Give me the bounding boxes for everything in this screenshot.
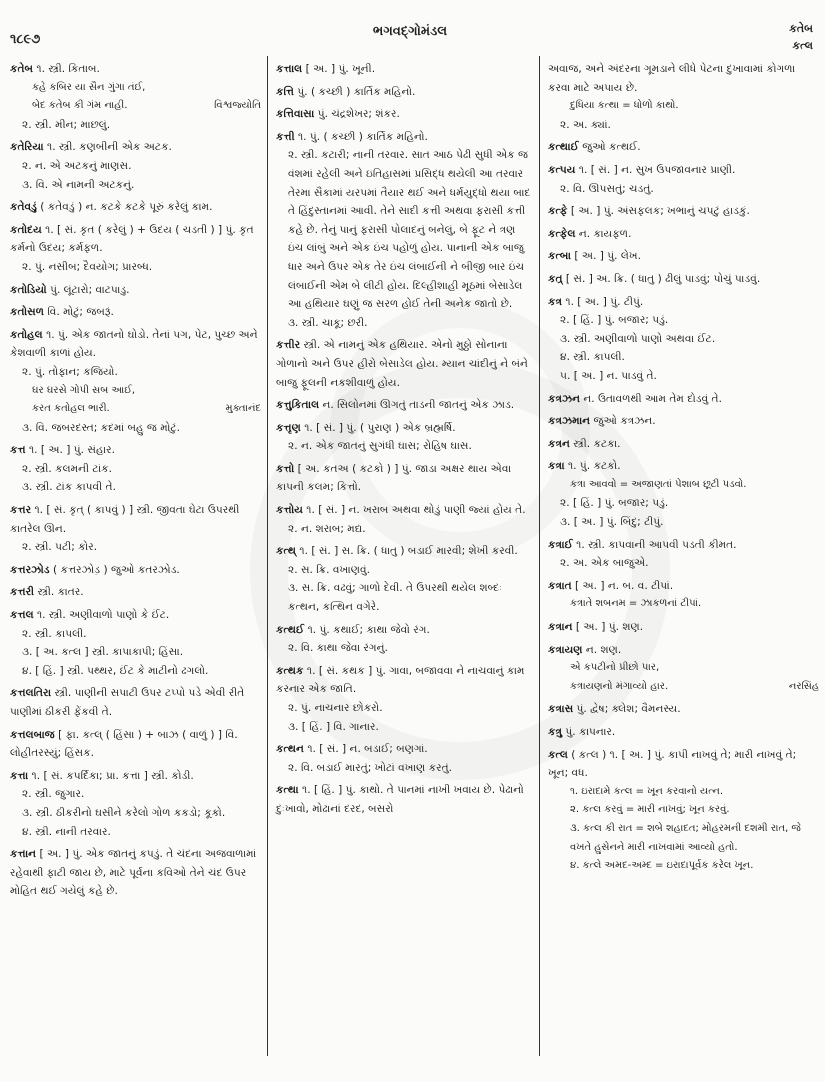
entry-definition-line (548, 412, 819, 431)
entry-definition: પું. કાપનાર. (565, 726, 616, 738)
sub-sense: ૩. [ હિં. ] વિ. ગાનાર. (288, 720, 379, 733)
dictionary-entry (10, 303, 261, 322)
entry-definition: ન. ઉતાવળથી આમ તેમ દોડવું તે. (583, 392, 722, 405)
entry-definition: ન. સિલોનમાં ઊગતું તાડની જાતનું એક ઝાડ. (322, 399, 515, 412)
quotation-text: કરત કતોહલ ભારી. (32, 403, 110, 415)
entry-definition-line (548, 270, 819, 289)
entry-headword: કતોહલ (10, 328, 43, 341)
entry-definition: [ અ. ] પું. લેખ. (574, 250, 641, 263)
entry-definition-line (548, 293, 819, 312)
entry-definition: ( કતેવડું ) ન. કટકે કટકે પૂરું કરેલું કામ. (40, 201, 213, 214)
entry-definition-line (548, 457, 819, 476)
entry-definition: સ્ત્રી. કાતર. (37, 586, 84, 599)
sub-sense: ૨. પું. તોફાન; કજિયો. (22, 365, 118, 378)
entry-headword: કત્રાત (548, 579, 572, 592)
dictionary-entry (548, 723, 819, 742)
entry-definition: જુઓ કત્થઈ. (582, 141, 641, 154)
entry-definition-line (10, 501, 261, 538)
sub-sense: ૫. [ અ. ] ન. પાડવું તે. (560, 369, 657, 382)
entry-definition-line (548, 390, 819, 409)
entry-headword: કત્રાયણ (548, 643, 583, 656)
entry-definition: જુઓ કત્રઝન. (593, 415, 656, 428)
entry-headword: કત્થક (276, 664, 304, 677)
entry-definition-line (548, 641, 819, 660)
entry-definition-line (276, 60, 533, 79)
entry-definition: ૧. સ્ત્રી. કણબીની એક અટક. (47, 141, 172, 154)
entry-definition-line (276, 501, 533, 520)
dictionary-entry (548, 746, 819, 876)
dictionary-columns (0, 56, 825, 1076)
entry-definition: [ અ. ] પું. શણ. (575, 621, 644, 634)
entry-headword: કત્તીર (276, 339, 301, 352)
sub-sense: ૩. સ્ત્રી. ઠીકરીનો ઘસીને કરેલો ગોળ કકડો; કૂકો. (22, 806, 226, 819)
dictionary-entry (548, 247, 819, 266)
entry-definition: ૧. પું. કથાઈ; કાથા જેવો રંગ. (307, 623, 430, 636)
entry-headword: કત્તલબાજ (10, 728, 55, 741)
sub-sense: ૨. સ. ક્રિ. વખાણવું. (288, 563, 370, 576)
sub-sense: ૩. સ્ત્રી. ચાકૂ; છરી. (288, 316, 368, 329)
dictionary-entry (276, 621, 533, 658)
dictionary-entry (276, 460, 533, 497)
entry-definition: ( ક઼ત્લ ) ૧. [ અ. ] પું. કાપી નાખવું તે; મારી નાખવું તે; ખૂન; વધ. (548, 748, 797, 780)
entry-definition-line (10, 726, 261, 763)
dictionary-entry (548, 138, 819, 157)
dictionary-entry (548, 412, 819, 431)
entry-definition-line (548, 435, 819, 454)
entry-headword: કત્બા (548, 250, 572, 263)
entry-definition-line (10, 561, 261, 580)
entry-headword: કત્તૃણ (276, 421, 301, 434)
entry-definition-line (276, 662, 533, 699)
dictionary-entry (10, 606, 261, 680)
dictionary-entry (548, 457, 819, 531)
usage-example: કત્રા આવવો = અજાણતાં પેશાબ છૂટી પડવો. (570, 478, 747, 490)
entry-headword: કત્રન (548, 437, 570, 450)
dictionary-entry (10, 198, 261, 217)
entry-headword: કત્રાન (548, 621, 573, 634)
entry-definition-line (10, 138, 261, 157)
entry-definition-line (276, 740, 533, 759)
dictionary-entry (548, 225, 819, 244)
entry-definition-line (10, 303, 261, 322)
entry-headword: કત્ફે (548, 205, 568, 218)
entry-definition: ૧. [ સં. કથક ] પું. ગાવા, બજાવવા ને નાચવાનું કામ કરનાર એક જાતિ. (276, 664, 525, 696)
entry-headword: કત્લ (548, 748, 568, 761)
entry-definition: ૧. [ સં. ] ન. સુખ ઉપજાવનાર પ્રાણી. (578, 163, 736, 176)
entry-definition: [ સં. ] અ. ક્રિ. ( ધાતુ ) ઢીલું પાડવું; પોચું પાડવું. (565, 272, 761, 285)
usage-example: દુધિયા કત્થા = ધોળો કાથો. (570, 100, 679, 112)
entry-definition: [ ફા. કત્લ્ ( હિંસા ) + બાઝ ( વાળું ) ] વિ. લોહીતરસ્યું; હિંસક. (10, 728, 238, 760)
sub-sense: ૨. પું. નાચનાર છોકરો. (288, 702, 383, 714)
sub-sense: ૩. વિ. એ નામની અટકનું. (22, 178, 135, 191)
quotation-text: એ કપટીનો પ્રીછો પાર, (570, 662, 660, 674)
entry-definition: ૧. પું. ( કચ્છી ) કાર્તિક મહિનો. (297, 130, 428, 143)
dictionary-entry (276, 781, 533, 818)
entry-headword: કત્તોય (276, 504, 303, 517)
entry-definition: ૧. સ્ત્રી. કાપવાની આપવી પડતી કીમત. (576, 538, 737, 551)
dictionary-entry (276, 83, 533, 102)
entry-definition: [ અ. ] પું. એક જાતનું કપડું. તે ચંદના અજવાળામાં રહેવાથી ફાટી જાય છે, માટે પૂર્વના કવિઓ તેને ચંદ ઉપર મોહિત થઈ ગયેલું કહે છે. (10, 848, 257, 898)
sub-sense: ૨. વિ. બડાઈ મારતું; ખોટાં વખાણ કરતું. (288, 761, 452, 774)
dictionary-entry (548, 618, 819, 637)
guide-word-first: કતેબ (789, 22, 813, 35)
entry-definition: ૧. [ સં. ] ન. બડાઈ; બણગાં. (307, 743, 428, 756)
entry-definition-line (548, 577, 819, 596)
entry-definition: પું. ચંદ્રશેખર; શંકર. (317, 108, 400, 121)
page-number: ૧૮૯૭ (10, 32, 41, 47)
dictionary-entry (548, 435, 819, 454)
quotation-line (10, 79, 261, 98)
quotation-line (10, 97, 261, 116)
entry-definition: [ અ. ] પું. ખૂની. (305, 63, 376, 75)
quotation-text: ઘર ઘરસે ગોપી સબ આઈ, (32, 384, 136, 396)
dictionary-entry (10, 561, 261, 580)
entry-definition-line (10, 684, 261, 721)
entry-definition-line (10, 845, 261, 901)
usage-example: ૨. કત્લ કરવું = મારી નાખવું; ખૂન કરવું. (570, 804, 730, 816)
dictionary-entry (276, 419, 533, 456)
entry-headword: કત્રુ (548, 726, 562, 738)
dictionary-entry (276, 336, 533, 392)
dictionary-entry (10, 138, 261, 194)
quotation-attribution: મુક્તાનંદ (225, 403, 261, 415)
dictionary-entry (10, 281, 261, 300)
entry-headword: કત્થ્ (276, 545, 297, 558)
entry-headword: કતોસળ (10, 306, 44, 319)
entry-definition: ન. શણ. (585, 643, 622, 656)
entry-definition-line (548, 723, 819, 742)
sub-sense: ૩. [ અ. કત્લ ] સ્ત્રી. કાપાકાપી; હિંસા. (22, 646, 184, 659)
sub-sense: ૨. સ્ત્રી. કાપલી. (22, 627, 87, 640)
entry-definition-line (548, 746, 819, 783)
entry-definition: પું. લૂંટારો; વાટપાડુ. (50, 283, 130, 296)
dictionary-entry (10, 767, 261, 841)
column-1 (0, 56, 268, 1056)
quotation-line (10, 382, 261, 401)
usage-example: ૧. ઇરાદામે કત્લ = ખૂન કરવાનો યત્ન. (570, 785, 724, 797)
quotation-line (548, 678, 819, 697)
dictionary-entry (10, 326, 261, 438)
dictionary-entry (548, 390, 819, 409)
entry-definition: ૧. [ હિં. ] પું. કાથો. તે પાનમાં નાખી ખવાય છે. પેઢાનો દુઃખાવો, મોઢાનાં દરદ, બસરો (276, 784, 524, 815)
entry-headword: કત્રાઈ (548, 538, 573, 551)
dictionary-entry (548, 700, 819, 719)
dictionary-entry (276, 501, 533, 538)
dictionary-entry (10, 501, 261, 557)
sub-sense: ૨. ન. એક જાતનું સુગંધી ઘાસ; રોહિષ ઘાસ. (288, 440, 472, 453)
usage-example: કત્રાતે શબનમ = ઝાકળનાં ટીપાં. (570, 598, 702, 610)
entry-definition: અવાજ, અને અંદરના ગૂમડાને લીધે પેટના દુખાવામાં કોગળા કરવા માટે અપાય છે. (548, 63, 796, 94)
dictionary-entry (548, 270, 819, 289)
entry-headword: કત્તલતિરા (10, 687, 52, 700)
entry-definition-line (548, 700, 819, 719)
entry-definition-line (276, 396, 533, 415)
column-2 (268, 56, 540, 1056)
entry-definition-line (10, 583, 261, 602)
entry-definition-line (10, 606, 261, 625)
entry-definition: વિ. મોટું; જબરૂં. (47, 306, 114, 319)
guide-word-last: કત્લ (792, 39, 813, 52)
sub-sense: ૨. [ હિં. ] પું. બજાર; પડું. (560, 314, 669, 327)
entry-headword: કત્પય (548, 163, 576, 176)
entry-definition-line (276, 460, 533, 497)
running-title: ભગવદ્ગોમંડલ (372, 24, 448, 39)
dictionary-entry (548, 536, 819, 573)
entry-definition: ૧. સ્ત્રી. કિતાબ. (36, 63, 100, 75)
sub-sense: ૩. [ અ. ] પું. બિંદુ; ટીપું. (560, 516, 664, 529)
entry-definition-line (548, 536, 819, 555)
entry-definition-line (548, 225, 819, 244)
entry-definition: ૧. પું. કટકો. (567, 460, 621, 473)
entry-definition-line (10, 198, 261, 217)
sub-sense: ૨. પું. નસીબ; દૈવયોગ; પ્રારબ્ધ. (22, 260, 153, 273)
sub-sense: ૨. સ્ત્રી. કલમની ટાંક. (22, 462, 113, 475)
entry-definition: પું. ( કચ્છી ) કાર્તિક મહિનો. (297, 85, 416, 98)
entry-definition-line (276, 336, 533, 392)
dictionary-entry (10, 845, 261, 901)
entry-headword: કત્ર (548, 295, 562, 308)
entry-headword: કતેરિયા (10, 141, 44, 154)
entry-definition-line (548, 618, 819, 637)
entry-definition: ૧. [ સં. ] ન. ખરાબ અથવા થોડું પાણી જ્યાં હોય તે. (306, 504, 526, 517)
entry-definition: ન. કાયફળ. (578, 227, 632, 240)
sub-sense: ૩. સ. ક્રિ. વઢવું; ગાળો દેવી. તે ઉપરથી થયેલ શબ્દઃ કત્થન, કત્થિન વગેરે. (288, 582, 503, 614)
sub-sense: ૨. ન. શરાબ; મદ્ય. (288, 522, 366, 535)
entry-headword: કત્તાન (10, 848, 37, 861)
entry-definition-line (10, 281, 261, 300)
dictionary-entry (10, 726, 261, 763)
quotation-attribution: નરસિંહ (788, 680, 819, 692)
sub-sense: ૨. વિ. ઊપસતું; ચડતું. (560, 182, 654, 195)
entry-headword: કતોદય (10, 223, 42, 236)
entry-definition: ૧. પું. એક જાતનો ઘોડો. તેનાં પગ, પેટ, પુચ્છ અને કેશવાળી કાળાં હોય. (10, 328, 258, 360)
entry-definition-line (276, 128, 533, 147)
entry-headword: કત્ર્ (548, 272, 563, 285)
dictionary-entry (276, 542, 533, 616)
entry-definition: સ્ત્રી. કટકા. (573, 437, 621, 450)
entry-headword: કત્તાલ (276, 63, 303, 75)
entry-headword: કત્તરી (10, 586, 35, 599)
entry-definition-line (276, 105, 533, 124)
quotation-text: કત્રાયણનો મંગાવ્યો હાર. (570, 680, 669, 692)
entry-definition-line (548, 161, 819, 180)
sub-sense: ૨. અ. ક્યાં. (560, 118, 611, 131)
sub-sense: ૩. વિ. જબરદસ્ત; કદમાં બહુ જ મોટું. (22, 421, 180, 434)
page-header (0, 0, 825, 52)
entry-definition: [ અ. કતઅ ( કટકો ) ] પું. જાડા અક્ષર થાય એવા કાપની કલમ; કિત્તો. (276, 462, 512, 494)
entry-headword: કત્ત (10, 444, 26, 457)
guide-words (789, 20, 813, 54)
dictionary-entry (10, 684, 261, 721)
dictionary-entry (548, 577, 819, 614)
entry-definition-line (276, 781, 533, 818)
quotation-line (548, 659, 819, 678)
sub-sense: ૩. સ્ત્રી. અણીવાળો પાણો અથવા ઈંટ. (560, 332, 716, 345)
entry-definition: પું. દ્વેષ; ક્લેશ; વૈમનસ્ય. (576, 703, 681, 716)
entry-definition-line (10, 326, 261, 363)
entry-definition-line (548, 247, 819, 266)
entry-definition-line (548, 202, 819, 221)
entry-headword: કત્તર (10, 504, 32, 517)
entry-definition: [ અ. ] ન. બ. વ. ટીપાં. (575, 579, 674, 592)
entry-definition-line (276, 419, 533, 438)
entry-headword: કત્રાસ (548, 703, 574, 716)
entry-headword: કત્રા (548, 460, 565, 473)
sub-sense: ૪. સ્ત્રી. કાપલી. (560, 351, 625, 364)
entry-headword: કત્તા (10, 769, 29, 782)
entry-definition: ૧. [ સં. ] સ. ક્રિ. ( ધાતુ ) બડાઈ મારવી; શેખી કરવી. (299, 545, 518, 558)
entry-headword: કત્થા (276, 784, 299, 797)
entry-definition-line (276, 542, 533, 561)
entry-headword: કત્તરઝોડ (10, 563, 50, 576)
dictionary-entry (548, 641, 819, 697)
entry-definition: ૧. [ અ. ] પું. સંહાર. (28, 444, 115, 457)
dictionary-entry (10, 583, 261, 602)
entry-definition-line (276, 83, 533, 102)
entry-definition: સ્ત્રી. પાણીની સપાટી ઉપર ટપ્પો પડે એવી રીતે પાણીમાં ઠીકરી ફેંકવી તે. (10, 687, 245, 718)
entry-headword: કત્તિવાસા (276, 108, 315, 121)
dictionary-entry (10, 60, 261, 134)
entry-definition-line (10, 221, 261, 258)
entry-definition-line (548, 138, 819, 157)
entry-definition: [ અ. ] પું. અંસફલક; ખભાનું ચપટું હાડકું. (570, 205, 750, 218)
entry-definition-line (548, 60, 819, 97)
entry-definition-line (276, 621, 533, 640)
usage-example: ૪. કત્લે અમદ-અમ્દ = ઇરાદાપૂર્વક કરેલ ખૂન. (570, 860, 754, 872)
dictionary-entry (548, 202, 819, 221)
entry-definition: ૧. [ સં. કપર્દિકા; પ્રા. કત્તા ] સ્ત્રી. કોડી. (31, 769, 194, 782)
entry-definition-line (10, 60, 261, 79)
entry-headword: કત્તો (276, 462, 295, 475)
entry-headword: કત્થઈ (276, 623, 305, 636)
dictionary-entry (548, 60, 819, 134)
dictionary-entry (276, 128, 533, 333)
dictionary-entry (276, 60, 533, 79)
usage-example: ૩. કત્લ કી રાત = શબે શહાદત; મોહરમની દશમી રાત, જે વખતે હુસેનને મારી નાખવામાં આવ્યો હતો. (570, 822, 801, 853)
dictionary-entry (548, 293, 819, 386)
sub-sense: ૨. સ્ત્રી. કટારી; નાની તરવાર. સાત આઠ પેઢી સુધી એક જ વંશમાં રહેલી અને ઇતિહાસમાં પ્રસિદ્ધ થયેલી આ તરવાર તેરમા સૈકામાં યરપમાં તૈયાર થઈ અને ધર્મયુદ્ધો થયા બાદ તે હિંદુસ્તાનમાં આવી. તેને સાદી કત્તી અથવા ફરાસી કત્તી કહે છે. તેનું પાનું ફરાસી પોલાદનું બનેલું, બે ફૂટ ને ત્રણ ઇંચ લાંબું અને એક ઇંચ પહોળું હોય. પાનાની એક બાજુ ધાર અને ઉપર એક તેર ઇંચ લંબાઈની ને બીજી બાર ઇંચ લંબાઈની એમ બે લીટી હોય. દિલ્હીશાહી મૂઠમાં બેસાડેલ આ હથિયાર ઘણું જ સરળ હોઈ તેની અનેક જાતો છે. (288, 149, 531, 311)
dictionary-entry (276, 662, 533, 736)
entry-headword: કત્થન (276, 743, 304, 756)
entry-headword: કત્રઝન (548, 392, 580, 405)
sub-sense: ૪. સ્ત્રી. નાની તરવાર. (22, 825, 111, 838)
sub-sense: ૨. વિ. કાથા જેવા રંગનું. (288, 642, 388, 655)
sub-sense: ૨. સ્ત્રી. જુગાર. (22, 788, 85, 801)
entry-headword: કત્તી (276, 130, 295, 143)
entry-definition-line (10, 767, 261, 786)
entry-headword: કતોડિયો (10, 283, 47, 296)
entry-headword: કત્તિ (276, 85, 294, 98)
entry-definition: ૧. સ્ત્રી. અણીવાળો પાણો કે ઈંટ. (36, 609, 170, 622)
quotation-attribution: વિશ્વજ્યોતિ (214, 100, 261, 112)
sub-sense: ૨. સ્ત્રી. પટી; કોર. (22, 541, 98, 554)
entry-definition: સ્ત્રી. એ નામનું એક હથિયાર. એનો મુઠ્ઠો સોનાના ગોળાનો અને ઉપર હીરો બેસાડેલ હોય. મ્યાન ચાંદીનું ને બંને બાજુ ફૂલની નકશીવાળું હોય. (276, 339, 528, 389)
dictionary-entry (10, 441, 261, 497)
entry-headword: કત્રઝમાન (548, 415, 591, 428)
entry-definition: ૧. [ સં. ] પું. ( પુરાણ ) એક બ્રહ્મર્ષિ. (304, 421, 456, 434)
quotation-text: બેદ કતેબ કી ગંમ નાહી. (32, 100, 128, 112)
entry-definition: ૧. [ સં. કૃત્ ( કાપવું ) ] સ્ત્રી. જીવતા ઘેટા ઉપરથી કાતરેલ ઊન. (10, 504, 240, 535)
entry-headword: કત્તુકિતાલ (276, 399, 320, 412)
sub-sense: ૨. [ હિં. ] પું. બજાર; પડું. (560, 497, 669, 510)
quotation-line (10, 400, 261, 419)
dictionary-entry (10, 221, 261, 277)
sub-sense: ૩. સ્ત્રી. ટાંક કાપવી તે. (22, 481, 116, 494)
quotation-text: કહે કબિર યા સૈન ગુંગા તંઈ, (32, 81, 146, 93)
sub-sense: ૪. [ હિં. ] સ્ત્રી. પથ્થર, ઈંટ કે માટીનો ઢગલો. (22, 664, 209, 677)
entry-definition: ( કત્તરઝોડ઼ ) જુઓ કતરઝોડ. (53, 563, 180, 576)
entry-headword: કતેબ (10, 63, 34, 75)
sub-sense: ૨. સ્ત્રી. મીન; માછલું. (22, 118, 111, 131)
dictionary-entry (276, 396, 533, 415)
dictionary-entry (548, 161, 819, 198)
entry-definition-line (10, 441, 261, 460)
entry-headword: કત્તલ (10, 609, 34, 622)
dictionary-entry (276, 740, 533, 777)
column-3 (540, 56, 825, 1076)
sub-sense: ૨. ન. એ અટકનું માણસ. (22, 159, 132, 172)
entry-headword: કત્થાઈ (548, 141, 579, 154)
dictionary-entry (276, 105, 533, 124)
entry-definition: ૧. [ સં. કૃત ( કરેલું ) + ઉદય ( ચડતી ) ] પું. કૃત કર્મનો ઉદય; કર્મફળ. (10, 223, 254, 255)
entry-headword: કતેવડું (10, 201, 37, 214)
sub-sense: ૨. અ. એક બાજુએ. (560, 557, 649, 570)
entry-definition: ૧. [ અ. ] પું. ટીપું. (565, 295, 644, 308)
entry-headword: કત્ફેલ (548, 227, 576, 240)
